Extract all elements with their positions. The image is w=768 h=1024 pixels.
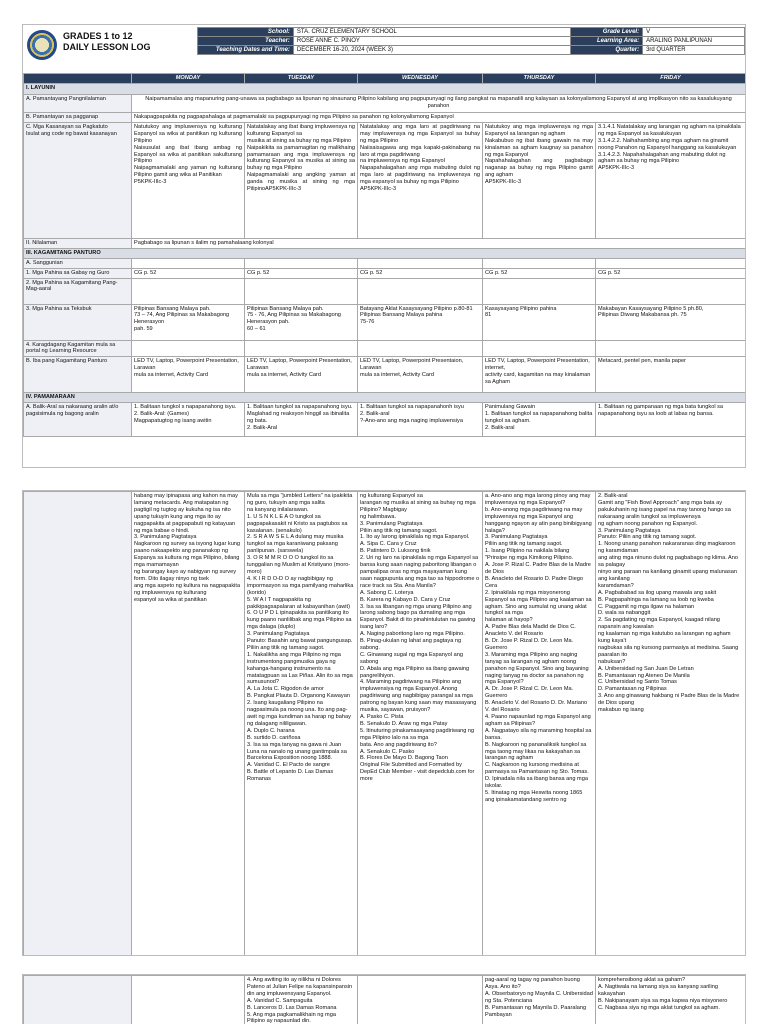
kasanayan-monday: Natutukoy ang impluwensya ng kulturang Espanyol sa wika at panitikan ng kulturang Pilipino Naisusulat ang ibat ibang ambag ng Espanyol sa wika at panitikan sakulturang Pilipino Naipagmamalaki ang yaman ng kulturang Pilipino gamit ang wika at Panitikan P5KPK-IIIc-3 (132, 122, 245, 238)
balik-monday: 1. Balitaan tungkol s napapanahong isyu. 2. Balik-Aral: (Games) Magpapatugtog ng isang awitin (132, 403, 245, 437)
day-tuesday: TUESDAY (245, 74, 358, 84)
page3-tuesday: 4. Ang awiting ito ay nilikha ni Dolores Pateno at Julian Felipe na kapansinpansin din ang impluwensyang Espanyol. A. Vanidad C. Sampaguita B. Lanceros D. Las Damas Romana 5. Ang mga pagkamalikhain ng mga Pilipino ay napaunlad din. (245, 976, 358, 1024)
row-label-sanggunian: A. Sanggunian (24, 258, 132, 268)
lesson-table-continued (23, 491, 746, 956)
gabay-thursday: CG p. 52 (483, 268, 596, 278)
quarter-label: Quarter: (571, 46, 643, 55)
section-layunin: I. LAYUNIN (24, 84, 746, 95)
grade-value: V (643, 28, 745, 37)
teacher-value: ROSE ANNE C. PINOY (293, 37, 570, 46)
iba-friday: Metacard, pentel pen, manila paper (596, 357, 746, 393)
lesson-log-page-3 (22, 974, 746, 1024)
row-label-teksbuk: 3. Mga Pahina sa Teksbuk (24, 304, 132, 340)
continued-friday: 2. Balik-aral Gamit ang "Fish Bowl Approach" ang mga bata ay pakukuhanin ng isang papel na may tanong hango sa nakaraang aralin tungkol sa impluwensya ng agham noong panahon ng Espanyol. 3. Panimulang Pagtataya Panuto: Piliin ang titik ng tamang sagot. 1. Noong unang panahon nakararanas ding magkaroon ng karamdaman ang ating mga ninuno dulot ng pagbabago ng klima. Ano sa palagay ninyo ang paraan na kanilang ginamit upang malunasan ang kanilang karamdaman? A. Pagbababad sa ilog upang mawala ang sakit B. Pagpapahinga na lamang sa loob ng kweba C. Paggamit ng mga ilgaw na halaman D. wala sa nabanggit 2. Sa pagdating ng mga Espanyol, kaagad nilang napansin ang kawalan ng kaalaman ng mga katutubo sa larangan ng agham kung kaya't nagbukas sila ng kursong parmasiya at medisina. Saang paaralan ito nabuksan? A. Unibersidad ng San Juan De Letran B. Pamantasan ng Ateneo De Manila C. Unibersidad ng Santo Tomas D. Pamantasan ng Pilipinas 3. Ano ang ginawang hakbang ni Padre Blas de la Madre de Dios upang makabuo ng isang (596, 492, 746, 956)
kasanayan-tuesday: Natatalakay ang ibat ibang impluwensya ng kulturang Espanyol sa musika at sining sa buhay ng mga Pilipino Naipakikita sa pamamagitan ng malikhaing pamamaraan ang mga impluwensya ng kulturang Espanyol sa musika at sining sa buhay ng mga Pilipino Naipagmamalaki ang angking yaman at ganda ng musika at sining ng mga PilipinoAP5KPK-IIIc-3 (245, 122, 358, 238)
row-label-kasanayan: C. Mga Kasanayan sa Pagkatuto Isulat ang code ng bawat kasanayan (24, 122, 132, 238)
dates-label: Teaching Dates and Time: (198, 46, 294, 55)
row-label-kagamitang-mag-aaral: 2. Mga Pahina sa Kagamitang Pang- Mag-aaral (24, 278, 132, 304)
lesson-log-page-1 (22, 24, 746, 468)
balik-wednesday: 1. Balitaan tungkol sa napapanahonh isyu 2. Balik-aral ?-Ano-ano ang mga naging impluwensiya (358, 403, 483, 437)
day-thursday: THURSDAY (483, 74, 596, 84)
row-label-pamantayang: A. Pamantayang Pangnilalaman (24, 95, 132, 113)
area-label: Learning Area: (571, 37, 643, 46)
kasanayan-friday: 3.1.4.1 Natatalakay ang larangan ng agham na ipinakilala ng mga Espanyol sa kasalukuyan 3.1.4.2.2. Naihahambing ang mga agham na ginamit noong Panahon ng Espanyol hanggang sa kasalukuyan 3.1.4.2.3. Napahahalagahan ang mabuting dulot ng agham sa buhay ng mga Pilipino AP5KPK-IIIc-3 (596, 122, 746, 238)
quarter-value: 3rd QUARTER (643, 46, 745, 55)
iba-thursday: LED TV, Laptop, Powerpoint Presentation, internet, activity card, kagamitan na may kinalaman sa Agham (483, 357, 596, 393)
gabay-monday: CG p. 52 (132, 268, 245, 278)
lesson-log-header (23, 25, 745, 65)
teksbuk-tuesday: Pilipinas Bansang Malaya pah. 75 - 76, Ang Pilipinas sa Makabagong Henerasyon pah. 60 – 61 (245, 304, 358, 340)
iba-wednesday: LED TV, Laptop, Powerpoint Presentaion, Larawan mula sa internet, Activity Card (358, 357, 483, 393)
header-info-grid (197, 27, 745, 55)
row-label-iba-pang-kagamitan: B. Iba pang Kagamitang Panturo (24, 357, 132, 393)
page3-friday: komprehensibong aklat sa gaham? A. Nagtiwala na lamang siya sa kanyang sariling kakayahan B. Nakipanayam siya sa mga kapwa niya misyonero C. Nagbasa siya ng mga aklat tungkol sa agham. (596, 976, 746, 1024)
school-value: STA. CRUZ ELEMENTARY SCHOOL (293, 28, 570, 37)
row-label-pagganap: B. Pamantayan sa pagganap (24, 113, 132, 123)
row-label-nilalaman: II. Nilalaman (24, 238, 132, 248)
deped-seal-icon (27, 30, 57, 60)
day-wednesday: WEDNESDAY (358, 74, 483, 84)
dates-value: DECEMBER 16-20, 2024 (WEEK 3) (293, 46, 570, 55)
continued-wednesday: ng kulturang Espanyol sa larangan ng musika at sining sa buhay ng mga Pilipino? Magbigay ng halimbawa. 3. Panimulang Pagtataya Piliin ang titik ng tamang sagot. 1. Ito ay larong ipinakilala ng mga Espanyol. A. Sipa C. Cara y Cruz B. Patintero D. Luksong tinik 2. Uri ng laro na ipinakilala ng mga Espanyol sa bansa kung saan naging paboritong libangan o pampalipas oras ng mga mayayaman kung saan nagpupunta ang mga tao sa hippodrome o race track sa Sta. Ana Manila? A. Sabong C. Loterya B. Karera ng Kabayo D. Cara y Cruz 3. Isa sa libangan ng mga unang Pilipino ang larong sabong bago pa dumating ang mga Espanyol. Bakit di ito pinahintulutan na gawing isang laro? A. Naging paboritong laro ng mga Pilipino. B. Pinag-ukulan ng lahat ang pagtaya ng sabong. C. Ginawang sugal ng mga Espanyol ang sabong D. Abala ang mga Pilipino sa ibang gawaing pangrelihiyon. 4. Maraming pagdiriwang na Pilipino ang impluwensiya ng mga Espanyol. Anong pagdiriwang ang nagbibigay parangal sa mga patrong ng bayan kung saan may masasayang musika, sayawan, pruisyon? A. Pasko C. Pista B. Senakulo D. Araw ng mga Patay 5. Itinuturing pinakamasayang pagdiriwang ng mga Pilipino lalo na sa mga bata. Ano ang pagdiriwang ito? A. Senakulo C. Pasko B. Flores De Mayo D. Bagong Taon Original File Submitted and Formatted by DepEd Club Member - visit depedclub.com for more (358, 492, 483, 956)
kasanayan-thursday: Natutukoy ang mga impluwensya ng mga Espanyol sa larangan ng agham Nakabubuo ng ibat ibang gawain na may kinalaman sa agham kaugnay sa panahon ng mga Espanyol Napahahalagahan ang pagbabago naganap sa buhay ng mga Pilipino gamit ang agham AP5KPK-IIIc-3 (483, 122, 596, 238)
day-friday: FRIDAY (596, 74, 746, 84)
row-label-gabay: 1. Mga Pahina sa Gabay ng Guro (24, 268, 132, 278)
teacher-label: Teacher: (198, 37, 294, 46)
pamantayang-text: Naipamamalas ang mapanuring pang-unawa sa pagbabago sa lipunan ng sinaunang Pilipino kabilang ang pagpupunyagi ng ilang pangkat na mapanatili ang kalayaan sa kolonyalismong Espanyol at ang implikasyon nito sa kasalukuyang panahon (132, 95, 746, 113)
continued-monday: habang may ipinapasa ang kahon na may lamang metacards. Ang matapatan ng pagtigil ng tugtog ay kukuha ng isa nito upang tukuyin kung ang mga ito ay nagpapakita at pagpapabuti ng katayuan ng mga babae o hindi. 3. Panimulang Pagtataya Nagkaroon ng survey sa isyong lugar kung paano nakaapekto ang pananakop ng Espanya sa kultura ng mga Pilipino, bilang mga mamamayan ng barangay kayo ay nabigyan ng survey form. Dito ilagay ninyo ng tsek ang mga aspeto ng kultura na nagpapakita ng impluwensya ng kulturang espanyol sa wika at panitikan (132, 492, 245, 956)
lesson-log-page-2 (22, 490, 746, 956)
school-label: School: (198, 28, 294, 37)
teksbuk-monday: Pilipinas Bansang Malaya pah. 73 – 74, Ang Pilipinas sa Makabagong Henerasyon pah. 59 (132, 304, 245, 340)
kasanayan-wednesday: Natatalakay ang mga laro at pagdiriwang na may impluwensya ng mga Espanyol sa buhay ng mga Pilipino Naiisaisagawa ang mga kapaki-pakinabang na laro at mga pagdiriwang na impluwensya ng mga Espanyol Napapahalagahan ang mga mabuting dulot ng mga laro at pagdiriwang na impluwensya ng mga espanyol sa buhay ng mga Pilipino AP5KPK-IIIc-3 (358, 122, 483, 238)
nilalaman-text: Pagbabago sa lipunan s ilalim ng pamahalaang kolonyal (132, 238, 746, 248)
teksbuk-thursday: Kasaysayang Pilipino pahina 81 (483, 304, 596, 340)
grade-label: Grade Level: (571, 28, 643, 37)
gabay-tuesday: CG p. 52 (245, 268, 358, 278)
lesson-table (23, 73, 746, 437)
iba-tuesday: LED TV, Laptop, Powerpoint Presentation, Larawan mula sa internet, Activity Card (245, 357, 358, 393)
continued-tuesday: Mula sa mga "jumbled Letters" na ipakikita ng guro, tukuyin ang mga salita na kanyang inilalarawan. 1. U S N K L E A O tungkol sa pagpapakasakit ni Kristo sa pagtubos sa kasalanan. (senakulo) 2. S R A W S E L A dulang may musika tungkol sa mga karaniwang paksang panlipunan. (sarswela) 3. O R M M R O O O tungkol ito sa tunggalian ng Muslim at Kristiyano (moro-moro) 4. K I R D O-D O ay nagbibigay ng impormasyon sa mga pamilyang maharlika (korido) 5. W A I T nagpapakita ng pakikipagsapalaran at kabayanihan (awit) 6. O U P D L ipinapakita sa panitikang ito kung paano nanlilibak ang mga Pilipino sa mga dalaga (duplo) 3. Panimulang Pagtataya Panuto: Basahin ang bawat pangungusap. Piliin ang titik ng tamang sagot. 1. Nakalikha ang mga Pilipino ng mga instrumentong pangmusika gaya ng kahanga-hangang instrumento na matatagpuan sa Las Piñas. Alin ito sa mga sumusunod? A. La Jota C. Rigodon de amor B. Pangkat Plauta D. Organong Kawayan 2. Isang kaugaliang Pilipino na nagpasimula pa noong una. Ito ang pag-awit ng mga kundiman sa harap ng bahay ng dalagang nililigawan. A. Duplo C. harana B. surtido D. cariñosa 3. Isa sa mga tanyag na gawa ni Juan Luna na nanalo ng unang gantimpala sa Barcelona Exposition noong 1888. A. Vanidad C. El Pacto de sangre B. Battle of Lepanto D. Las Damas Romanas (245, 492, 358, 956)
section-kagamitan: III. KAGAMITANG PANTURO (24, 248, 746, 258)
balik-thursday: Panimulang Gawain 1. Balitaan tungkol sa napapanahong balita tungkol sa agham. 2. Balik-aral (483, 403, 596, 437)
gabay-wednesday: CG p. 52 (358, 268, 483, 278)
teksbuk-wednesday: Batayang Aklat Kasaysayang Pilipino p.80-81 Pilipinas Bansang Malaya pahina 75-76 (358, 304, 483, 340)
days-header-row (24, 74, 746, 84)
area-value: ARALING PANLIPUNAN (643, 37, 745, 46)
continued-thursday: a. Ano-ano ang mga larong pinoy ang may impluwensya ng mga Espanyol? b. Ano-anong mga pagdiriwang na may impluwensya ng mga Espanyol ang hanggang ngayon ay atin pang binibigyang halaga? 3. Panimulang Pagtataya Piliin ang titik ng tamang sagot. 1. Isang Pilipino na nakilala bilang "Prinsipe ng mga Kimikong Pilipino. A. Jose P. Rizal C. Padre Blas de la Madre de Dios B. Anacleto del Rosario D. Padre Diego Cera 2. Ipinakilala ng mga misyonerong Espanyol sa mga Pilipino ang kaalaman sa agham. Sino ang sumulat ng unang aklat tungkol sa mga halaman at hayop? A. Padre Blas dela Madid de Dios C. Anacleto V. del Rosario B. Dr. Jose P. Rizal D. Dr. Leon Ma. Guerrero 3. Maraming mga Pilipino ang naging tanyag sa larangan ng agham noong panahon ng Espanyol. Sino ang bayaning naging tanyag na doctor sa panahon ng mga Espanyol? A. Dr. Jose P. Rizal C. Dr. Leon Ma. Guerrero B. Anacleto V. del Rosario D. Dr. Mariano V. del Rosario 4. Paano napaunlad ng mga Espanyol ang agham sa Pilipinas? A. Nagpatayo sila ng maraming hospital sa bansa. B. Nagkaroon ng pananaliksik tungkol sa mga taong may likas na kakayahan sa larangan ng agham C. Nagkaroon ng kursong medisina at parmasya sa Pamantasan ng Sto. Tomas. D. Ipinadala nila sa ibang bansa ang mga iskolar. 5. Itinatag ng mga Heswita noong 1865 ang ipinakamatandang sentro ng (483, 492, 596, 956)
document-title: GRADES 1 to 12 DAILY LESSON LOG (63, 31, 151, 52)
day-monday: MONDAY (132, 74, 245, 84)
iba-monday: LED TV, Laptop, Powerpoint Presentation, Larawan mula sa internet, Activity Card (132, 357, 245, 393)
row-label-balik-aral: A. Balik-Aral sa nakaraang aralin at/o pagsisimula ng bagong aralin (24, 403, 132, 437)
teksbuk-friday: Makabayan Kasaysayang Pilipino 5 ph.80, Pilipinas Diwang Makabansa ph. 75 (596, 304, 746, 340)
row-label-karagdagang: 4. Karagdagang Kagamitan mula sa portal ng Learning Resource (24, 340, 132, 357)
balik-friday: 1. Balitaan ng gampanaan ng mga bata tungkol sa napapanahong isyu sa loob at labas ng bansa. (596, 403, 746, 437)
balik-tuesday: 1. Balitaan tungkol sa napapanahong isyu. Maglahad ng reaksyon hinggil sa ibinalita ng bata. 2. Balik-Aral (245, 403, 358, 437)
pagganap-text: Nakapagpapakita ng pagpapahalaga at pagmamalaki sa pagpupunyagi ng mga Pilipino sa panahon ng kolonyalismong Espanyol (132, 113, 746, 123)
gabay-friday: CG p. 52 (596, 268, 746, 278)
lesson-table-page-3 (23, 975, 746, 1024)
section-pamamaraan: IV. PAMAMARAAN (24, 393, 746, 403)
page3-thursday: pag-aaral ng tagay ng panahon buong Asya. Ano ito? A. Obserbatoryo ng Maynila C. Unibersidad ng Sta. Potenciana B. Pamantasan ng Maynila D. Paaralang Pambayan (483, 976, 596, 1024)
